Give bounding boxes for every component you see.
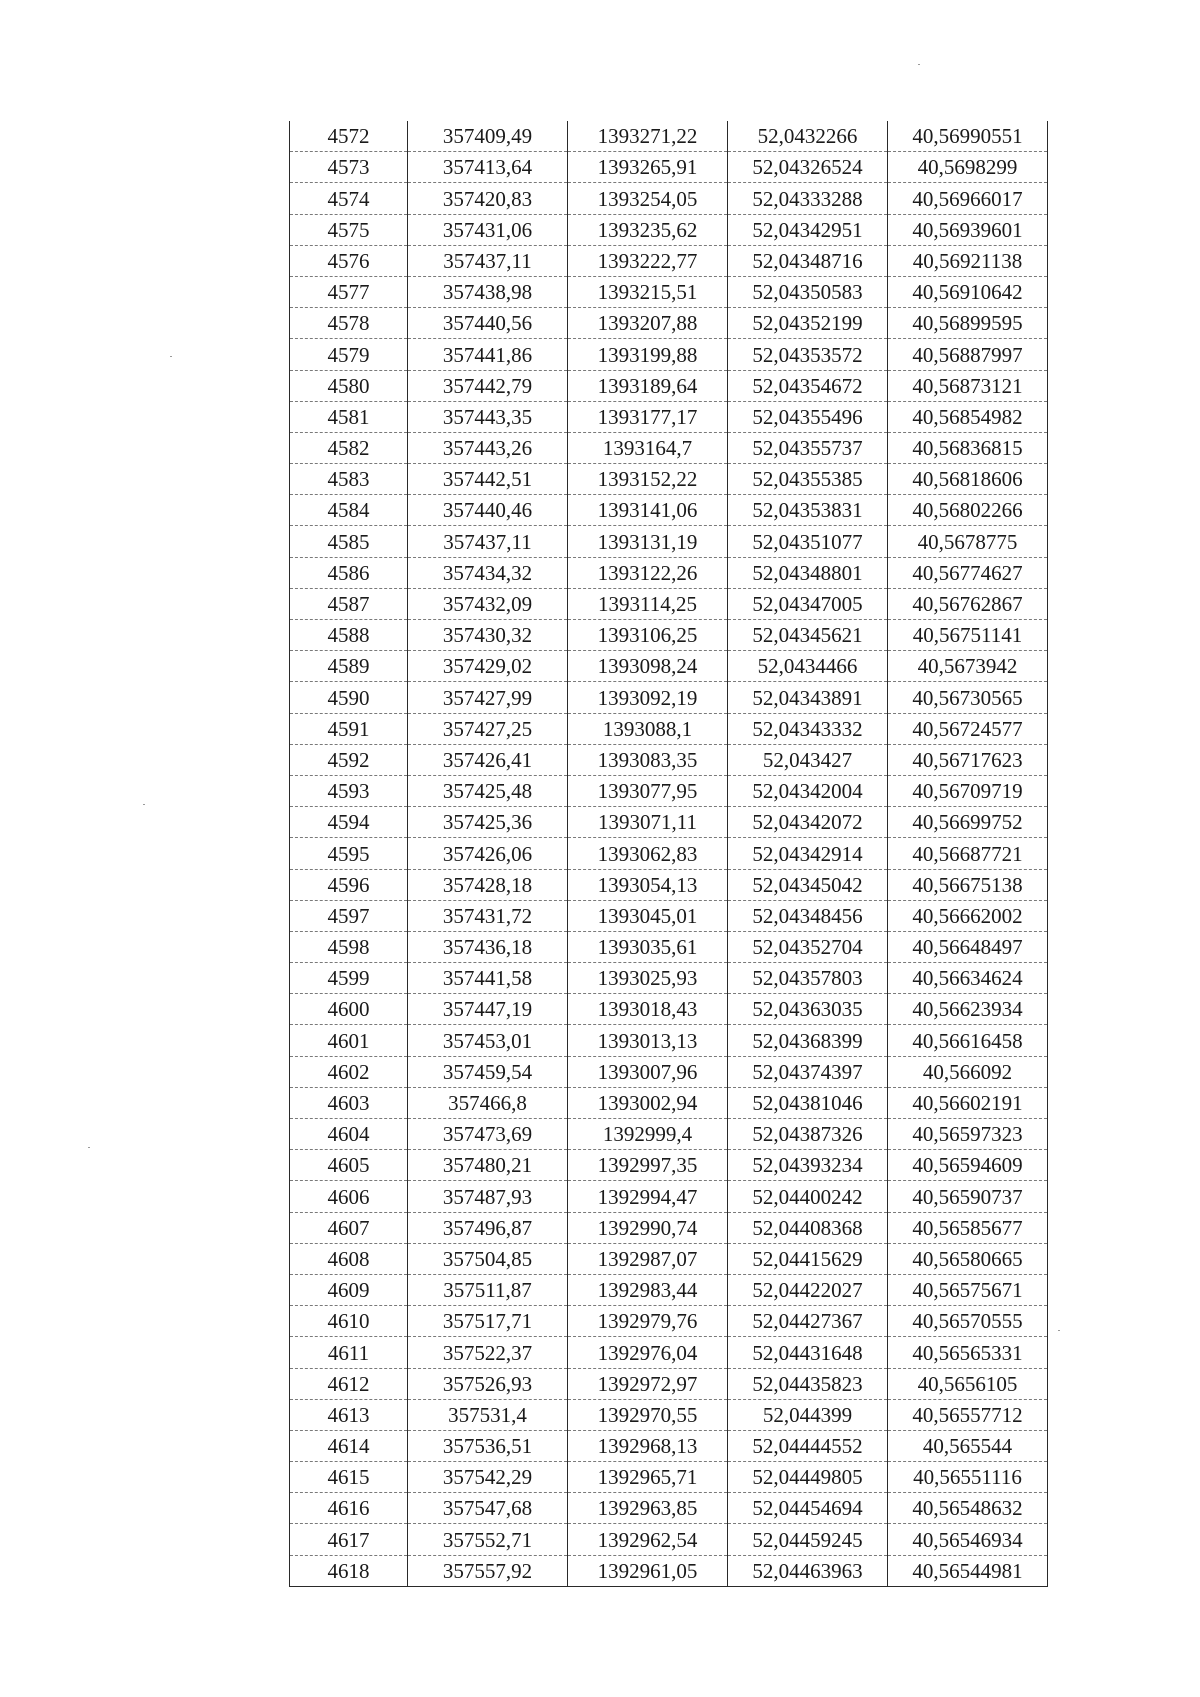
table-row — [290, 464, 1048, 495]
latitude-cell: 52,04345621 — [728, 620, 888, 651]
point-number-cell: 4607 — [290, 1212, 408, 1243]
y-coordinate-cell: 1392987,07 — [568, 1243, 728, 1274]
latitude-cell: 52,04351077 — [728, 526, 888, 557]
point-number-cell: 4610 — [290, 1306, 408, 1337]
longitude-cell: 40,56616458 — [888, 1025, 1048, 1056]
x-coordinate-cell: 357542,29 — [408, 1462, 568, 1493]
y-coordinate-cell: 1392970,55 — [568, 1399, 728, 1430]
latitude-cell: 52,04431648 — [728, 1337, 888, 1368]
y-coordinate-cell: 1393045,01 — [568, 900, 728, 931]
longitude-cell: 40,56570555 — [888, 1306, 1048, 1337]
x-coordinate-cell: 357430,32 — [408, 620, 568, 651]
latitude-cell: 52,04368399 — [728, 1025, 888, 1056]
x-coordinate-cell: 357511,87 — [408, 1274, 568, 1305]
x-coordinate-cell: 357536,51 — [408, 1430, 568, 1461]
table-row — [290, 276, 1048, 307]
latitude-cell: 52,04326524 — [728, 152, 888, 183]
latitude-cell: 52,04352199 — [728, 308, 888, 339]
table-row — [290, 1150, 1048, 1181]
latitude-cell: 52,04342004 — [728, 775, 888, 806]
latitude-cell: 52,04415629 — [728, 1243, 888, 1274]
latitude-cell: 52,0434466 — [728, 651, 888, 682]
scan-speck — [170, 356, 172, 357]
x-coordinate-cell: 357437,11 — [408, 245, 568, 276]
scan-speck — [1058, 1330, 1060, 1331]
x-coordinate-cell: 357487,93 — [408, 1181, 568, 1212]
x-coordinate-cell: 357447,19 — [408, 994, 568, 1025]
point-number-cell: 4604 — [290, 1119, 408, 1150]
latitude-cell: 52,04354672 — [728, 370, 888, 401]
point-number-cell: 4602 — [290, 1056, 408, 1087]
point-number-cell: 4596 — [290, 869, 408, 900]
longitude-cell: 40,56762867 — [888, 588, 1048, 619]
table-row — [290, 775, 1048, 806]
y-coordinate-cell: 1393254,05 — [568, 183, 728, 214]
x-coordinate-cell: 357425,36 — [408, 807, 568, 838]
x-coordinate-cell: 357426,06 — [408, 838, 568, 869]
point-number-cell: 4588 — [290, 620, 408, 651]
longitude-cell: 40,56921138 — [888, 245, 1048, 276]
point-number-cell: 4611 — [290, 1337, 408, 1368]
x-coordinate-cell: 357531,4 — [408, 1399, 568, 1430]
x-coordinate-cell: 357547,68 — [408, 1493, 568, 1524]
table-row — [290, 183, 1048, 214]
table-row — [290, 245, 1048, 276]
point-number-cell: 4614 — [290, 1430, 408, 1461]
longitude-cell: 40,56585677 — [888, 1212, 1048, 1243]
latitude-cell: 52,04427367 — [728, 1306, 888, 1337]
table-row — [290, 588, 1048, 619]
longitude-cell: 40,56634624 — [888, 963, 1048, 994]
point-number-cell: 4574 — [290, 183, 408, 214]
y-coordinate-cell: 1392961,05 — [568, 1555, 728, 1586]
longitude-cell: 40,56990551 — [888, 121, 1048, 152]
y-coordinate-cell: 1393164,7 — [568, 432, 728, 463]
coordinates-table-body — [290, 121, 1048, 1586]
table-row — [290, 152, 1048, 183]
y-coordinate-cell: 1392994,47 — [568, 1181, 728, 1212]
x-coordinate-cell: 357442,79 — [408, 370, 568, 401]
longitude-cell: 40,56551116 — [888, 1462, 1048, 1493]
longitude-cell: 40,56675138 — [888, 869, 1048, 900]
latitude-cell: 52,04353572 — [728, 339, 888, 370]
latitude-cell: 52,04387326 — [728, 1119, 888, 1150]
table-row — [290, 1119, 1048, 1150]
y-coordinate-cell: 1393215,51 — [568, 276, 728, 307]
y-coordinate-cell: 1393092,19 — [568, 682, 728, 713]
point-number-cell: 4618 — [290, 1555, 408, 1586]
x-coordinate-cell: 357441,86 — [408, 339, 568, 370]
point-number-cell: 4616 — [290, 1493, 408, 1524]
x-coordinate-cell: 357442,51 — [408, 464, 568, 495]
longitude-cell: 40,56557712 — [888, 1399, 1048, 1430]
table-row — [290, 651, 1048, 682]
longitude-cell: 40,56854982 — [888, 401, 1048, 432]
point-number-cell: 4591 — [290, 713, 408, 744]
x-coordinate-cell: 357526,93 — [408, 1368, 568, 1399]
point-number-cell: 4594 — [290, 807, 408, 838]
longitude-cell: 40,56623934 — [888, 994, 1048, 1025]
y-coordinate-cell: 1392968,13 — [568, 1430, 728, 1461]
longitude-cell: 40,56966017 — [888, 183, 1048, 214]
longitude-cell: 40,56887997 — [888, 339, 1048, 370]
table-row — [290, 1430, 1048, 1461]
y-coordinate-cell: 1393071,11 — [568, 807, 728, 838]
y-coordinate-cell: 1393054,13 — [568, 869, 728, 900]
y-coordinate-cell: 1392972,97 — [568, 1368, 728, 1399]
y-coordinate-cell: 1393177,17 — [568, 401, 728, 432]
longitude-cell: 40,56724577 — [888, 713, 1048, 744]
point-number-cell: 4593 — [290, 775, 408, 806]
latitude-cell: 52,04363035 — [728, 994, 888, 1025]
x-coordinate-cell: 357431,72 — [408, 900, 568, 931]
x-coordinate-cell: 357436,18 — [408, 931, 568, 962]
y-coordinate-cell: 1392990,74 — [568, 1212, 728, 1243]
point-number-cell: 4581 — [290, 401, 408, 432]
y-coordinate-cell: 1393199,88 — [568, 339, 728, 370]
x-coordinate-cell: 357440,46 — [408, 495, 568, 526]
y-coordinate-cell: 1393098,24 — [568, 651, 728, 682]
table-row — [290, 339, 1048, 370]
y-coordinate-cell: 1393002,94 — [568, 1087, 728, 1118]
y-coordinate-cell: 1392983,44 — [568, 1274, 728, 1305]
latitude-cell: 52,04422027 — [728, 1274, 888, 1305]
latitude-cell: 52,04355385 — [728, 464, 888, 495]
longitude-cell: 40,565544 — [888, 1430, 1048, 1461]
latitude-cell: 52,04408368 — [728, 1212, 888, 1243]
table-row — [290, 1337, 1048, 1368]
latitude-cell: 52,04347005 — [728, 588, 888, 619]
table-row — [290, 682, 1048, 713]
point-number-cell: 4613 — [290, 1399, 408, 1430]
longitude-cell: 40,56730565 — [888, 682, 1048, 713]
table-row — [290, 900, 1048, 931]
x-coordinate-cell: 357434,32 — [408, 557, 568, 588]
point-number-cell: 4582 — [290, 432, 408, 463]
point-number-cell: 4578 — [290, 308, 408, 339]
point-number-cell: 4598 — [290, 931, 408, 962]
latitude-cell: 52,043427 — [728, 744, 888, 775]
latitude-cell: 52,04463963 — [728, 1555, 888, 1586]
latitude-cell: 52,04342914 — [728, 838, 888, 869]
latitude-cell: 52,04352704 — [728, 931, 888, 962]
table-row — [290, 526, 1048, 557]
table-row — [290, 1306, 1048, 1337]
longitude-cell: 40,56544981 — [888, 1555, 1048, 1586]
table-row — [290, 838, 1048, 869]
table-row — [290, 1274, 1048, 1305]
table-row — [290, 557, 1048, 588]
latitude-cell: 52,04374397 — [728, 1056, 888, 1087]
y-coordinate-cell: 1393013,13 — [568, 1025, 728, 1056]
x-coordinate-cell: 357427,99 — [408, 682, 568, 713]
x-coordinate-cell: 357517,71 — [408, 1306, 568, 1337]
scan-speck — [143, 804, 145, 805]
table-row — [290, 744, 1048, 775]
table-row — [290, 401, 1048, 432]
y-coordinate-cell: 1393189,64 — [568, 370, 728, 401]
x-coordinate-cell: 357441,58 — [408, 963, 568, 994]
y-coordinate-cell: 1392963,85 — [568, 1493, 728, 1524]
x-coordinate-cell: 357440,56 — [408, 308, 568, 339]
x-coordinate-cell: 357432,09 — [408, 588, 568, 619]
x-coordinate-cell: 357426,41 — [408, 744, 568, 775]
longitude-cell: 40,56662002 — [888, 900, 1048, 931]
point-number-cell: 4584 — [290, 495, 408, 526]
y-coordinate-cell: 1393152,22 — [568, 464, 728, 495]
latitude-cell: 52,04342951 — [728, 214, 888, 245]
x-coordinate-cell: 357428,18 — [408, 869, 568, 900]
latitude-cell: 52,04345042 — [728, 869, 888, 900]
point-number-cell: 4576 — [290, 245, 408, 276]
table-row — [290, 1399, 1048, 1430]
table-row — [290, 807, 1048, 838]
x-coordinate-cell: 357413,64 — [408, 152, 568, 183]
coordinates-table — [289, 121, 1048, 1587]
point-number-cell: 4585 — [290, 526, 408, 557]
table-row — [290, 495, 1048, 526]
longitude-cell: 40,5678775 — [888, 526, 1048, 557]
table-row — [290, 1524, 1048, 1555]
x-coordinate-cell: 357522,37 — [408, 1337, 568, 1368]
y-coordinate-cell: 1393265,91 — [568, 152, 728, 183]
latitude-cell: 52,04357803 — [728, 963, 888, 994]
table-row — [290, 931, 1048, 962]
table-row — [290, 1087, 1048, 1118]
y-coordinate-cell: 1393131,19 — [568, 526, 728, 557]
longitude-cell: 40,56575671 — [888, 1274, 1048, 1305]
longitude-cell: 40,56548632 — [888, 1493, 1048, 1524]
x-coordinate-cell: 357420,83 — [408, 183, 568, 214]
longitude-cell: 40,56580665 — [888, 1243, 1048, 1274]
y-coordinate-cell: 1392997,35 — [568, 1150, 728, 1181]
latitude-cell: 52,04449805 — [728, 1462, 888, 1493]
x-coordinate-cell: 357459,54 — [408, 1056, 568, 1087]
x-coordinate-cell: 357552,71 — [408, 1524, 568, 1555]
y-coordinate-cell: 1392962,54 — [568, 1524, 728, 1555]
latitude-cell: 52,04381046 — [728, 1087, 888, 1118]
point-number-cell: 4583 — [290, 464, 408, 495]
latitude-cell: 52,044399 — [728, 1399, 888, 1430]
latitude-cell: 52,04353831 — [728, 495, 888, 526]
point-number-cell: 4595 — [290, 838, 408, 869]
y-coordinate-cell: 1393083,35 — [568, 744, 728, 775]
longitude-cell: 40,56751141 — [888, 620, 1048, 651]
latitude-cell: 52,04333288 — [728, 183, 888, 214]
latitude-cell: 52,0432266 — [728, 121, 888, 152]
y-coordinate-cell: 1393035,61 — [568, 931, 728, 962]
latitude-cell: 52,04350583 — [728, 276, 888, 307]
table-row — [290, 713, 1048, 744]
longitude-cell: 40,56590737 — [888, 1181, 1048, 1212]
latitude-cell: 52,04400242 — [728, 1181, 888, 1212]
latitude-cell: 52,04348801 — [728, 557, 888, 588]
table-row — [290, 1462, 1048, 1493]
longitude-cell: 40,56774627 — [888, 557, 1048, 588]
longitude-cell: 40,56818606 — [888, 464, 1048, 495]
point-number-cell: 4601 — [290, 1025, 408, 1056]
point-number-cell: 4572 — [290, 121, 408, 152]
x-coordinate-cell: 357427,25 — [408, 713, 568, 744]
latitude-cell: 52,04348716 — [728, 245, 888, 276]
latitude-cell: 52,04459245 — [728, 1524, 888, 1555]
point-number-cell: 4592 — [290, 744, 408, 775]
table-row — [290, 1212, 1048, 1243]
point-number-cell: 4600 — [290, 994, 408, 1025]
table-row — [290, 432, 1048, 463]
x-coordinate-cell: 357496,87 — [408, 1212, 568, 1243]
latitude-cell: 52,04342072 — [728, 807, 888, 838]
point-number-cell: 4586 — [290, 557, 408, 588]
latitude-cell: 52,04454694 — [728, 1493, 888, 1524]
latitude-cell: 52,04393234 — [728, 1150, 888, 1181]
y-coordinate-cell: 1392965,71 — [568, 1462, 728, 1493]
y-coordinate-cell: 1392976,04 — [568, 1337, 728, 1368]
table-row — [290, 869, 1048, 900]
x-coordinate-cell: 357429,02 — [408, 651, 568, 682]
point-number-cell: 4597 — [290, 900, 408, 931]
latitude-cell: 52,04444552 — [728, 1430, 888, 1461]
longitude-cell: 40,5656105 — [888, 1368, 1048, 1399]
table-row — [290, 1181, 1048, 1212]
y-coordinate-cell: 1393222,77 — [568, 245, 728, 276]
latitude-cell: 52,04355737 — [728, 432, 888, 463]
x-coordinate-cell: 357466,8 — [408, 1087, 568, 1118]
longitude-cell: 40,56597323 — [888, 1119, 1048, 1150]
point-number-cell: 4606 — [290, 1181, 408, 1212]
point-number-cell: 4575 — [290, 214, 408, 245]
point-number-cell: 4608 — [290, 1243, 408, 1274]
point-number-cell: 4599 — [290, 963, 408, 994]
x-coordinate-cell: 357480,21 — [408, 1150, 568, 1181]
table-row — [290, 1025, 1048, 1056]
y-coordinate-cell: 1393088,1 — [568, 713, 728, 744]
latitude-cell: 52,04343332 — [728, 713, 888, 744]
table-row — [290, 1493, 1048, 1524]
point-number-cell: 4580 — [290, 370, 408, 401]
latitude-cell: 52,04435823 — [728, 1368, 888, 1399]
point-number-cell: 4590 — [290, 682, 408, 713]
longitude-cell: 40,56594609 — [888, 1150, 1048, 1181]
longitude-cell: 40,56802266 — [888, 495, 1048, 526]
scan-speck — [88, 1147, 90, 1148]
latitude-cell: 52,04355496 — [728, 401, 888, 432]
y-coordinate-cell: 1393271,22 — [568, 121, 728, 152]
longitude-cell: 40,5673942 — [888, 651, 1048, 682]
table-row — [290, 308, 1048, 339]
x-coordinate-cell: 357557,92 — [408, 1555, 568, 1586]
table-row — [290, 620, 1048, 651]
y-coordinate-cell: 1393114,25 — [568, 588, 728, 619]
point-number-cell: 4573 — [290, 152, 408, 183]
longitude-cell: 40,56687721 — [888, 838, 1048, 869]
table-row — [290, 1368, 1048, 1399]
table-row — [290, 370, 1048, 401]
y-coordinate-cell: 1393141,06 — [568, 495, 728, 526]
x-coordinate-cell: 357453,01 — [408, 1025, 568, 1056]
table-row — [290, 994, 1048, 1025]
latitude-cell: 52,04343891 — [728, 682, 888, 713]
y-coordinate-cell: 1393018,43 — [568, 994, 728, 1025]
longitude-cell: 40,566092 — [888, 1056, 1048, 1087]
longitude-cell: 40,5698299 — [888, 152, 1048, 183]
x-coordinate-cell: 357443,35 — [408, 401, 568, 432]
longitude-cell: 40,56873121 — [888, 370, 1048, 401]
y-coordinate-cell: 1393106,25 — [568, 620, 728, 651]
y-coordinate-cell: 1393122,26 — [568, 557, 728, 588]
x-coordinate-cell: 357473,69 — [408, 1119, 568, 1150]
longitude-cell: 40,56910642 — [888, 276, 1048, 307]
point-number-cell: 4615 — [290, 1462, 408, 1493]
y-coordinate-cell: 1393077,95 — [568, 775, 728, 806]
table-row — [290, 1555, 1048, 1586]
point-number-cell: 4579 — [290, 339, 408, 370]
longitude-cell: 40,56699752 — [888, 807, 1048, 838]
point-number-cell: 4609 — [290, 1274, 408, 1305]
longitude-cell: 40,56709719 — [888, 775, 1048, 806]
point-number-cell: 4605 — [290, 1150, 408, 1181]
longitude-cell: 40,56899595 — [888, 308, 1048, 339]
y-coordinate-cell: 1393007,96 — [568, 1056, 728, 1087]
point-number-cell: 4612 — [290, 1368, 408, 1399]
longitude-cell: 40,56648497 — [888, 931, 1048, 962]
y-coordinate-cell: 1393062,83 — [568, 838, 728, 869]
longitude-cell: 40,56939601 — [888, 214, 1048, 245]
table-row — [290, 1056, 1048, 1087]
point-number-cell: 4587 — [290, 588, 408, 619]
longitude-cell: 40,56717623 — [888, 744, 1048, 775]
x-coordinate-cell: 357437,11 — [408, 526, 568, 557]
x-coordinate-cell: 357443,26 — [408, 432, 568, 463]
longitude-cell: 40,56836815 — [888, 432, 1048, 463]
x-coordinate-cell: 357425,48 — [408, 775, 568, 806]
longitude-cell: 40,56602191 — [888, 1087, 1048, 1118]
table-row — [290, 1243, 1048, 1274]
y-coordinate-cell: 1393235,62 — [568, 214, 728, 245]
x-coordinate-cell: 357438,98 — [408, 276, 568, 307]
table-row — [290, 963, 1048, 994]
point-number-cell: 4577 — [290, 276, 408, 307]
x-coordinate-cell: 357431,06 — [408, 214, 568, 245]
point-number-cell: 4617 — [290, 1524, 408, 1555]
x-coordinate-cell: 357504,85 — [408, 1243, 568, 1274]
point-number-cell: 4603 — [290, 1087, 408, 1118]
longitude-cell: 40,56546934 — [888, 1524, 1048, 1555]
table-row — [290, 121, 1048, 152]
scan-speck — [918, 64, 920, 65]
y-coordinate-cell: 1392979,76 — [568, 1306, 728, 1337]
x-coordinate-cell: 357409,49 — [408, 121, 568, 152]
table-row — [290, 214, 1048, 245]
y-coordinate-cell: 1392999,4 — [568, 1119, 728, 1150]
y-coordinate-cell: 1393025,93 — [568, 963, 728, 994]
longitude-cell: 40,56565331 — [888, 1337, 1048, 1368]
point-number-cell: 4589 — [290, 651, 408, 682]
y-coordinate-cell: 1393207,88 — [568, 308, 728, 339]
latitude-cell: 52,04348456 — [728, 900, 888, 931]
